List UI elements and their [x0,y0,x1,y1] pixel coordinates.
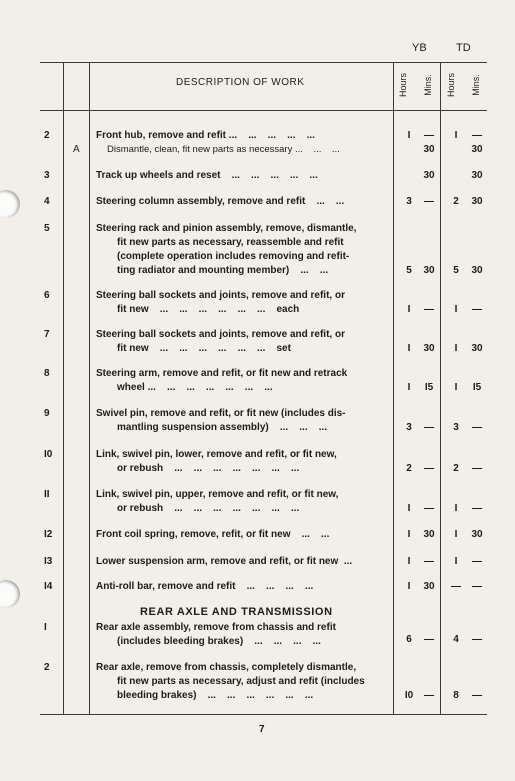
td-mins-value: — [472,130,482,141]
yb-mins-label: Mins. [423,74,433,96]
td-mins-value: 30 [471,144,483,155]
td-mins-value: — [472,581,482,592]
yb-hours-value: 2 [406,463,412,474]
column-td-header: TD [456,42,471,54]
td-mins-value: — [472,634,482,645]
row-number: 7 [44,329,50,340]
row-number: I3 [44,556,53,567]
yb-mins-value: — [424,422,434,433]
yb-hours-label: Hours [398,73,408,98]
row-description-line: wheel ... ... ... ... ... ... ... [117,382,273,393]
row-number: 3 [44,170,50,181]
row-description-line: Swivel pin, remove and refit, or fit new (includes dis- [96,408,346,419]
row-description-line: Rear axle, remove from chassis, completely dismantle, [96,662,357,673]
yb-mins-value: — [424,196,434,207]
td-mins-value: 30 [471,170,483,181]
yb-mins-value: 30 [423,144,435,155]
td-hours-value: I [454,529,458,540]
row-description-line: fit new parts as necessary, reassemble and refit [117,237,344,248]
td-hours-value: I [454,503,458,514]
row-description-line: (complete operation includes removing and refit- [117,251,350,262]
td-mins-value: — [472,304,482,315]
col-divider-num [63,62,64,714]
col-divider-desc [393,62,394,714]
row-number: I [44,622,47,633]
td-hours-value: 2 [453,463,459,474]
page-number: 7 [259,724,265,735]
td-mins-value: — [472,503,482,514]
td-mins-value: — [472,556,482,567]
row-number: 4 [44,196,50,207]
td-mins-value: 30 [471,265,483,276]
td-hours-label: Hours [446,73,456,98]
yb-mins-value: — [424,130,434,141]
td-hours-value: 8 [453,690,459,701]
row-description-line: mantling suspension assembly) ... ... ... [117,422,328,433]
row-description-line: (includes bleeding brakes) ... ... ... ... [117,636,321,647]
header-rule [40,110,487,111]
top-rule [40,62,487,63]
row-description-line: fit new ... ... ... ... ... ... set [117,343,291,354]
yb-mins-value: — [424,634,434,645]
td-hours-value: I [454,343,458,354]
description-header: DESCRIPTION OF WORK [176,77,305,88]
row-description-line: or rebush ... ... ... ... ... ... ... [117,503,300,514]
yb-mins-value: — [424,556,434,567]
row-description-line: Steering arm, remove and refit, or fit new and retrack [96,368,348,379]
sub-item-letter: A [73,144,80,155]
row-number: 8 [44,368,50,379]
row-description-line: Lower suspension arm, remove and refit, or fit new ... [96,556,353,567]
row-description-line: or rebush ... ... ... ... ... ... ... [117,463,300,474]
td-mins-value: — [472,690,482,701]
td-hours-value: I [454,130,458,141]
row-number: 9 [44,408,50,419]
row-number: 2 [44,130,50,141]
td-hours-value: I [454,304,458,315]
row-number: 2 [44,662,50,673]
yb-mins-value: 30 [423,170,435,181]
yb-hours-value: 3 [406,422,412,433]
row-description-line: Rear axle assembly, remove from chassis and refit [96,622,336,633]
yb-hours-value: I [407,529,411,540]
yb-hours-value: I [407,503,411,514]
row-description-line: fit new ... ... ... ... ... ... each [117,304,300,315]
yb-mins-value: — [424,503,434,514]
row-number: 5 [44,223,50,234]
row-description-line: Steering ball sockets and joints, remove and refit, or [96,290,345,301]
yb-hours-value: 6 [406,634,412,645]
yb-mins-value: — [424,690,434,701]
row-description-line: Link, swivel pin, lower, remove and refit, or fit new, [96,449,337,460]
yb-hours-value: I [407,556,411,567]
yb-mins-value: 30 [423,343,435,354]
yb-hours-value: 5 [406,265,412,276]
yb-hours-value: I [407,382,411,393]
td-mins-value: I5 [472,382,482,393]
td-hours-value: 4 [453,634,459,645]
yb-mins-value: — [424,304,434,315]
td-hours-value: — [451,581,461,592]
yb-hours-value: I [407,130,411,141]
td-hours-value: I [454,556,458,567]
row-description-line: Anti-roll bar, remove and refit ... ... ... ... [96,581,314,592]
yb-mins-value: — [424,463,434,474]
row-number: I4 [44,581,53,592]
row-description-line: Steering rack and pinion assembly, remove, dismantle, [96,223,357,234]
punch-hole [0,190,20,218]
td-hours-value: 2 [453,196,459,207]
yb-mins-value: I5 [424,382,434,393]
yb-hours-value: I [407,581,411,592]
row-description-line: Link, swivel pin, upper, remove and refit, or fit new, [96,489,339,500]
td-mins-label: Mins. [471,74,481,96]
col-divider-sub [89,62,90,714]
yb-hours-value: I [407,304,411,315]
section-heading: REAR AXLE AND TRANSMISSION [140,606,333,618]
row-number: I2 [44,529,53,540]
td-mins-value: — [472,422,482,433]
td-mins-value: 30 [471,196,483,207]
yb-hours-value: I0 [404,690,414,701]
row-number: II [44,489,50,500]
punch-hole [0,580,20,608]
yb-mins-value: 30 [423,265,435,276]
row-description-line: Front coil spring, remove, refit, or fit new ... ... [96,529,330,540]
row-number: I0 [44,449,53,460]
td-hours-value: I [454,382,458,393]
yb-mins-value: 30 [423,529,435,540]
row-description-line: Track up wheels and reset ... ... ... ... ... [96,170,318,181]
row-description-line: Steering column assembly, remove and refit ... ... [96,196,345,207]
td-mins-value: — [472,463,482,474]
yb-mins-value: 30 [423,581,435,592]
row-description-line: fit new parts as necessary, adjust and refit (includes [117,676,365,687]
row-description-line: Front hub, remove and refit ... ... ... ... ... [96,130,315,141]
column-yb-header: YB [412,42,427,54]
yb-hours-value: 3 [406,196,412,207]
bottom-rule [40,714,487,715]
col-divider-yb-td [440,62,441,714]
row-description-line: bleeding brakes) ... ... ... ... ... ... [117,690,314,701]
row-description-line: ting radiator and mounting member) ... ... [117,265,329,276]
row-number: 6 [44,290,50,301]
row-description-line: Dismantle, clean, fit new parts as necessary ... ... ... [107,144,340,155]
td-mins-value: 30 [471,529,483,540]
td-mins-value: 30 [471,343,483,354]
row-description-line: Steering ball sockets and joints, remove and refit, or [96,329,345,340]
yb-hours-value: I [407,343,411,354]
td-hours-value: 5 [453,265,459,276]
td-hours-value: 3 [453,422,459,433]
